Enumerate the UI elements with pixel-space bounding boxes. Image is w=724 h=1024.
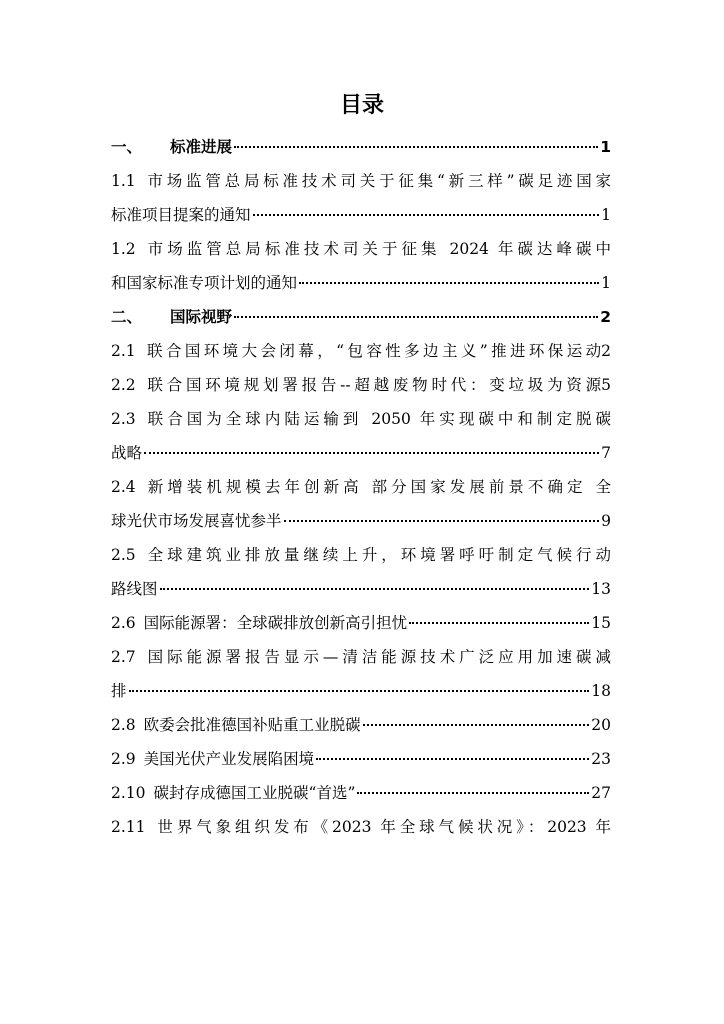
toc-number: 一、 — [111, 138, 143, 156]
toc-number: 2.4 — [111, 478, 136, 496]
dot-leader — [253, 214, 600, 216]
toc-text-line1: 全球建筑业排放量继续上升，环境署呼吁制定气候行动 — [143, 546, 611, 564]
toc-page-number: 2 — [600, 308, 611, 326]
toc-heading-2[interactable] — [111, 300, 611, 334]
toc-text-line2: 路线图 — [111, 580, 158, 598]
table-of-contents — [111, 130, 611, 844]
dot-leader — [144, 452, 599, 454]
toc-text-line2: 和国家标准专项计划的通知 — [111, 274, 298, 292]
dot-leader — [357, 792, 589, 794]
toc-page-number: 23 — [591, 750, 611, 768]
toc-text: 美国光伏产业发展陷困境 — [143, 750, 315, 768]
toc-number: 2.2 — [111, 376, 136, 394]
toc-entry-1-1[interactable] — [111, 164, 611, 232]
toc-entry-2-2[interactable] — [111, 368, 611, 402]
toc-entry-2-3[interactable] — [111, 402, 611, 470]
toc-number: 2.9 — [111, 750, 136, 768]
toc-number: 2.8 — [111, 716, 136, 734]
toc-number: 2.5 — [111, 546, 136, 564]
toc-text: 标准进展 — [170, 138, 233, 156]
toc-number: 1.1 — [111, 172, 136, 190]
toc-text-line2: 球光伏市场发展喜忧参半 — [111, 512, 282, 530]
toc-entry-2-11[interactable] — [111, 810, 611, 844]
toc-text-line1: 市场监管总局标准技术司关于征集“新三样”碳足迹国家 — [143, 172, 611, 190]
toc-entry-2-10[interactable] — [111, 776, 611, 810]
dot-leader — [316, 758, 589, 760]
toc-text-line2: 排 — [111, 682, 127, 700]
toc-text: 联合国环境大会闭幕，“包容性多边主义”推进环保运动 — [143, 342, 602, 360]
toc-entry-2-7[interactable] — [111, 640, 611, 708]
toc-page-number: 15 — [591, 614, 611, 632]
toc-text: 联合国环境规划署报告--超越废物时代：变垃圾为资源 — [143, 376, 602, 394]
toc-text-line1: 国际能源署报告显示—清洁能源技术广泛应用加速碳减 — [143, 648, 611, 666]
dot-leader — [299, 282, 599, 284]
toc-page-number: 5 — [601, 376, 611, 394]
toc-number: 2.10 — [111, 784, 146, 802]
toc-number: 2.3 — [111, 410, 136, 428]
toc-text-line1: 市场监管总局标准技术司关于征集 2024 年碳达峰碳中 — [143, 240, 611, 258]
toc-number: 二、 — [111, 308, 143, 326]
dot-leader — [160, 588, 590, 590]
toc-entry-2-6[interactable] — [111, 606, 611, 640]
toc-entry-2-5[interactable] — [111, 538, 611, 606]
toc-text-line1: 新增装机规模去年创新高 部分国家发展前景不确定 全 — [143, 478, 611, 496]
toc-number: 1.2 — [111, 240, 136, 258]
toc-text-line2: 战略 — [111, 444, 143, 462]
dot-leader — [363, 724, 590, 726]
dot-leader — [284, 520, 600, 522]
toc-page-number: 20 — [591, 716, 611, 734]
toc-page-number: 2 — [601, 342, 611, 360]
toc-number: 2.7 — [111, 648, 136, 666]
toc-page-number: 27 — [591, 784, 611, 802]
toc-number: 2.1 — [111, 342, 136, 360]
toc-entry-2-9[interactable] — [111, 742, 611, 776]
toc-page-number: 1 — [601, 206, 611, 224]
toc-text-line2: 标准项目提案的通知 — [111, 206, 251, 224]
toc-number: 2.6 — [111, 614, 136, 632]
toc-title: 目录 — [339, 93, 384, 118]
dot-leader — [409, 622, 589, 624]
dot-leader — [234, 316, 598, 318]
toc-entry-2-8[interactable] — [111, 708, 611, 742]
toc-page-number: 1 — [601, 274, 611, 292]
toc-text: 欧委会批准德国补贴重工业脱碳 — [143, 716, 361, 734]
toc-page-number: 1 — [600, 138, 611, 156]
toc-page-number: 7 — [601, 444, 611, 462]
toc-text: 碳封存成德国工业脱碳“首选” — [153, 784, 356, 802]
toc-entry-2-1[interactable] — [111, 334, 611, 368]
toc-heading-1[interactable] — [111, 130, 611, 164]
toc-page-number: 18 — [591, 682, 611, 700]
dot-leader — [234, 146, 598, 148]
toc-number: 2.11 — [111, 818, 146, 836]
toc-page-number: 13 — [591, 580, 611, 598]
toc-text-line1: 世界气象组织发布《2023 年全球气候状况》：2023 年 — [153, 818, 611, 836]
toc-entry-1-2[interactable] — [111, 232, 611, 300]
toc-page-number: 9 — [601, 512, 611, 530]
toc-text: 国际能源署：全球碳排放创新高引担忧 — [143, 614, 408, 632]
toc-entry-2-4[interactable] — [111, 470, 611, 538]
toc-text-line1: 联合国为全球内陆运输到 2050 年实现碳中和制定脱碳 — [143, 410, 611, 428]
toc-text: 国际视野 — [170, 308, 233, 326]
dot-leader — [129, 690, 590, 692]
